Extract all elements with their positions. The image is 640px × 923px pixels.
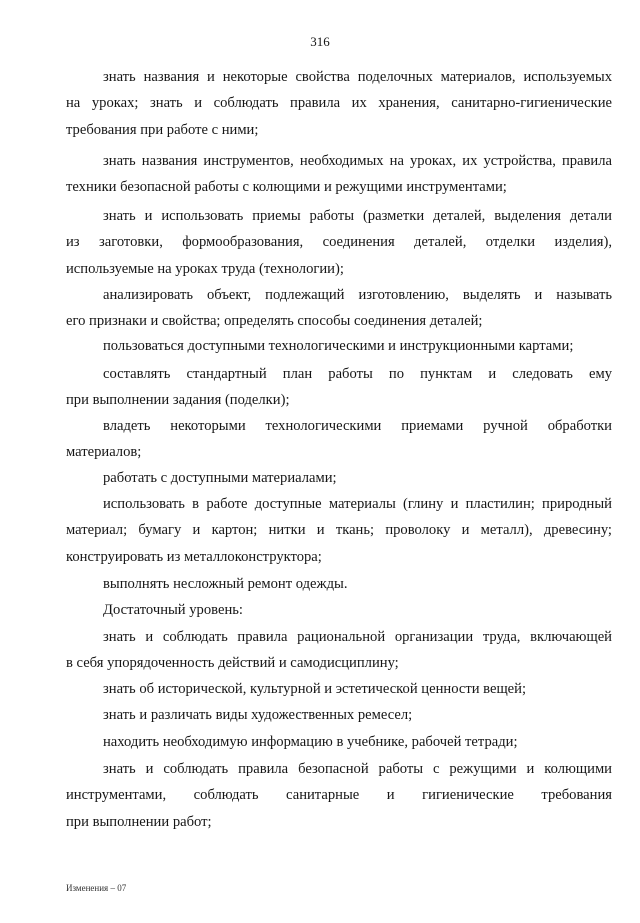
- text-line: на уроках; знать и соблюдать правила их хранения, санитарно-гигиенические: [66, 95, 612, 112]
- text-line: использовать в работе доступные материалы (глину и пластилин; природный: [103, 496, 612, 512]
- paragraph: [66, 203, 612, 282]
- paragraph: [66, 571, 612, 597]
- text-line: знать об исторической, культурной и эстетической ценности вещей;: [103, 681, 527, 697]
- text-line: требования при работе с ними;: [66, 121, 259, 138]
- paragraph: [66, 624, 612, 677]
- text-line: знать и различать виды художественных ремесел;: [103, 707, 413, 723]
- text-line: из заготовки, формообразования, соединения деталей, отделки изделия),: [66, 234, 612, 251]
- text-line: при выполнении задания (поделки);: [66, 392, 290, 409]
- page-number: 316: [310, 34, 330, 49]
- text-line: при выполнении работ;: [66, 813, 212, 830]
- text-line: используемые на уроках труда (технологии);: [66, 260, 344, 277]
- text-line: знать и соблюдать правила безопасной работы с режущими и колющими: [103, 761, 612, 777]
- paragraph: [66, 756, 612, 835]
- text-line: знать названия и некоторые свойства поделочных материалов, используемых: [103, 69, 612, 85]
- paragraph: [66, 702, 612, 728]
- paragraph: [66, 491, 612, 570]
- text-line: Достаточный уровень:: [103, 602, 243, 618]
- text-line: знать названия инструментов, необходимых на уроках, их устройства, правила: [103, 153, 612, 169]
- paragraph: [66, 148, 612, 201]
- paragraph: [66, 64, 612, 143]
- paragraph: [66, 361, 612, 414]
- text-line: владеть некоторыми технологическими приемами ручной обработки: [103, 418, 612, 434]
- text-line: знать и использовать приемы работы (разметки деталей, выделения детали: [103, 208, 612, 224]
- paragraph: [66, 465, 612, 491]
- text-line: его признаки и свойства; определять способы соединения деталей;: [66, 313, 483, 330]
- text-line: конструировать из металлоконструктора;: [66, 548, 322, 565]
- footer-revision-note: Изменения – 07: [66, 883, 127, 893]
- paragraph: [66, 282, 612, 335]
- paragraph: [66, 413, 612, 466]
- paragraph: [66, 676, 612, 702]
- text-line: техники безопасной работы с колющими и режущими инструментами;: [66, 179, 507, 196]
- text-line: материалов;: [66, 444, 142, 461]
- text-line: работать с доступными материалами;: [103, 470, 337, 486]
- text-line: составлять стандартный план работы по пунктам и следовать ему: [103, 366, 612, 382]
- text-line: пользоваться доступными технологическими и инструкционными картами;: [103, 338, 574, 354]
- text-line: материал; бумагу и картон; нитки и ткань; проволоку и металл), древесину;: [66, 522, 612, 539]
- text-line: в себя упорядоченность действий и самодисциплину;: [66, 655, 399, 672]
- text-line: знать и соблюдать правила рациональной организации труда, включающей: [103, 629, 612, 645]
- text-line: анализировать объект, подлежащий изготовлению, выделять и называть: [103, 287, 612, 303]
- paragraph: [66, 597, 612, 623]
- paragraph: [66, 333, 612, 359]
- text-line: выполнять несложный ремонт одежды.: [103, 576, 348, 592]
- paragraph: [66, 729, 612, 755]
- text-line: инструментами, соблюдать санитарные и гигиенические требования: [66, 787, 612, 804]
- text-line: находить необходимую информацию в учебнике, рабочей тетради;: [103, 734, 518, 750]
